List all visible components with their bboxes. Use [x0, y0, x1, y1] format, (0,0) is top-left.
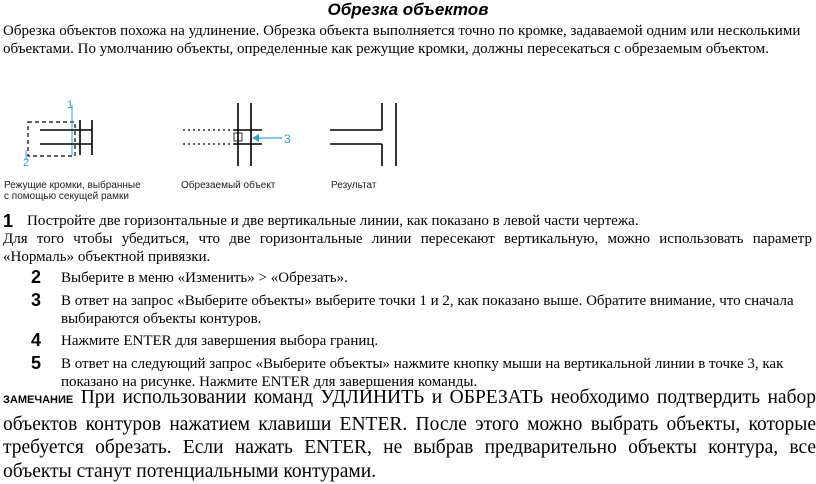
note-text: При использовании команд УДЛИНИТЬ и ОБРЕЗАТЬ необходимо подтвердить набор объектов контуров нажатием клавиши ENTER. После этого можно выбрать объекты, которые требуется обрезать. Если нажать ENTER, не выбрав предварительно объекты контура, все объекты станут потенциальными контурами.	[3, 387, 816, 482]
crossing-window	[28, 122, 75, 156]
step-number-2: 2	[31, 267, 42, 287]
caption-cutting-edges-2: с помощью секущей рамки	[4, 191, 129, 202]
page-title: Обрезка объектов	[327, 0, 489, 19]
point-label-2: 2	[23, 157, 30, 169]
step-text-5: В ответ на следующий запрос «Выберите объекты» нажмите кнопку мыши на вертикальной линии в точке 3, как показано на рисунке. Нажмите ENTER для завершения команды.	[61, 356, 784, 390]
step-text-2: Выберите в меню «Изменить» > «Обрезать».	[61, 270, 348, 286]
step-text-4: Нажмите ENTER для завершения выбора границ.	[61, 333, 379, 349]
panel-trim-object	[183, 103, 291, 166]
step-number-5: 5	[31, 353, 42, 373]
step-text-3: В ответ на запрос «Выберите объекты» выберите точки 1 и 2, как показано выше. Обратите внимание, что сначала выбираются объекты контуров.	[61, 293, 794, 327]
step-number-1: 1	[3, 211, 14, 231]
caption-trimmed-object: Обрезаемый объект	[181, 180, 276, 191]
trim-diagram	[0, 100, 420, 210]
point-label-1: 1	[67, 100, 74, 111]
arrow-head-3	[252, 134, 259, 142]
note-block	[3, 386, 816, 483]
step-number-3: 3	[31, 290, 42, 310]
step1-note: Для того чтобы убедиться, что две горизонтальные линии пересекают вертикальную, можно использовать параметр «Нормаль» объектной привязки.	[3, 231, 812, 265]
caption-cutting-edges-1: Режущие кромки, выбранные	[4, 180, 141, 191]
point-label-3: 3	[284, 132, 291, 146]
caption-result: Результат	[331, 180, 377, 191]
step-number-4: 4	[31, 330, 42, 350]
intro-paragraph: Обрезка объектов похожа на удлинение. Обрезка объекта выполняется точно по кромке, задаваемой одним или несколькими объектами. По умолчанию объекты, определенные как режущие кромки, должны пересекаться с обрезаемым объектом.	[3, 23, 801, 57]
step-text-1: Постройте две горизонтальные и две вертикальные линии, как показано в левой части чертежа.	[27, 213, 639, 229]
note-label: ЗАМЕЧАНИЕ	[3, 394, 74, 406]
panel-result	[330, 103, 396, 166]
panel-cutting-edges	[23, 100, 92, 169]
